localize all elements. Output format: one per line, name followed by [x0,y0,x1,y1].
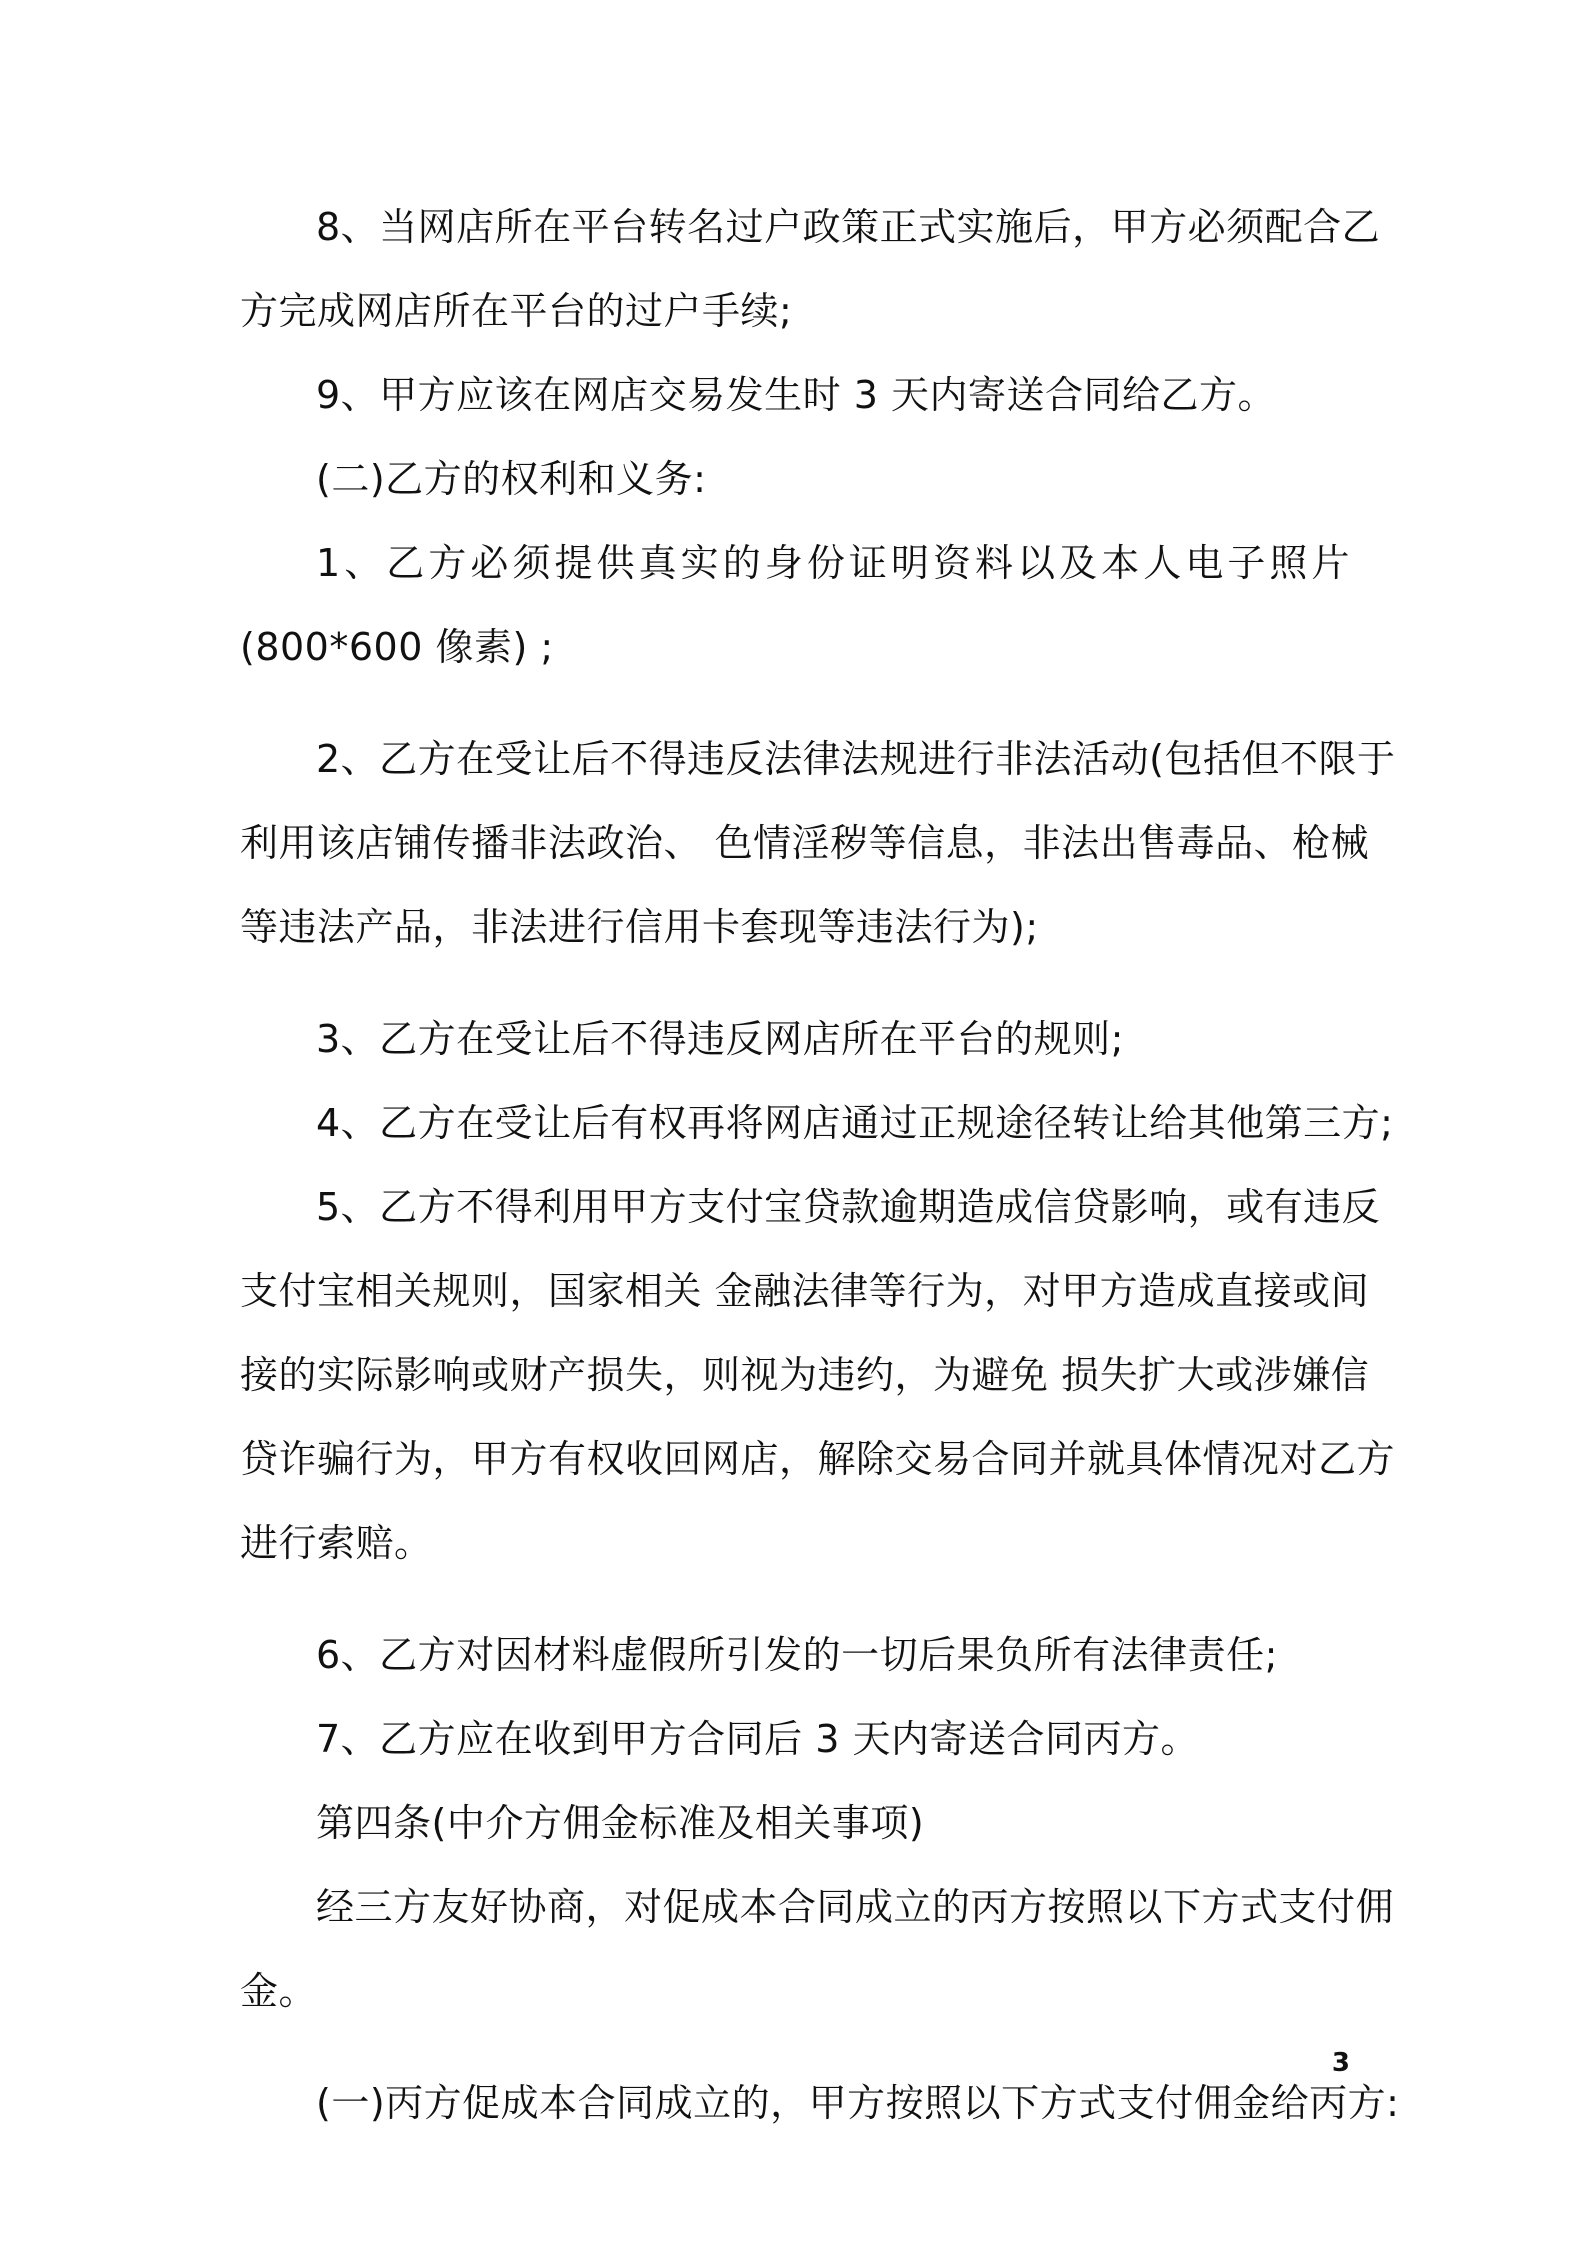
clause-b5-line-5: 进行索赔。 [240,1521,433,1565]
commission-item-1: (一)丙方促成本合同成立的，甲方按照以下方式支付佣金给丙方: [316,2081,1400,2125]
clause-b4: 4、乙方在受让后有权再将网店通过正规途径转让给其他第三方; [316,1101,1394,1145]
clause-b5-line-2: 支付宝相关规则，国家相关 金融法律等行为，对甲方造成直接或间 [240,1269,1370,1313]
commission-intro-line-2: 金。 [240,1969,318,2013]
clause-b1-line-1: 1、乙方必须提供真实的身份证明资料以及本人电子照片 [316,541,1350,585]
page-number: 3 [1331,2048,1350,2078]
clause-b6: 6、乙方对因材料虚假所引发的一切后果负所有法律责任; [316,1633,1278,1677]
document-body [240,200,1400,2130]
clause-b2-line-2: 利用该店铺传播非法政治、 色情淫秽等信息，非法出售毒品、枪械 [240,821,1370,865]
section-heading-party-b: (二)乙方的权利和义务: [316,457,707,501]
clause-b5-line-4: 贷诈骗行为，甲方有权收回网店，解除交易合同并就具体情况对乙方 [240,1437,1396,1481]
article-4-heading: 第四条(中介方佣金标准及相关事项) [316,1801,925,1845]
clause-b2-line-1: 2、乙方在受让后不得违反法律法规进行非法活动(包括但不限于 [316,737,1396,781]
clause-8-line-2: 方完成网店所在平台的过户手续; [240,289,793,333]
clause-8-line-1: 8、当网店所在平台转名过户政策正式实施后，甲方必须配合乙 [316,205,1381,249]
clause-9: 9、甲方应该在网店交易发生时 3 天内寄送合同给乙方。 [316,373,1277,417]
clause-b5-line-3: 接的实际影响或财产损失，则视为违约，为避免 损失扩大或涉嫌信 [240,1353,1370,1397]
clause-b5-line-1: 5、乙方不得利用甲方支付宝贷款逾期造成信贷影响，或有违反 [316,1185,1381,1229]
clause-b1-line-2: (800*600 像素) ; [240,625,554,669]
commission-intro-line-1: 经三方友好协商，对促成本合同成立的丙方按照以下方式支付佣 [316,1885,1395,1929]
clause-b3: 3、乙方在受让后不得违反网店所在平台的规则; [316,1017,1124,1061]
clause-b7: 7、乙方应在收到甲方合同后 3 天内寄送合同丙方。 [316,1717,1200,1761]
clause-b2-line-3: 等违法产品，非法进行信用卡套现等违法行为); [240,905,1039,949]
